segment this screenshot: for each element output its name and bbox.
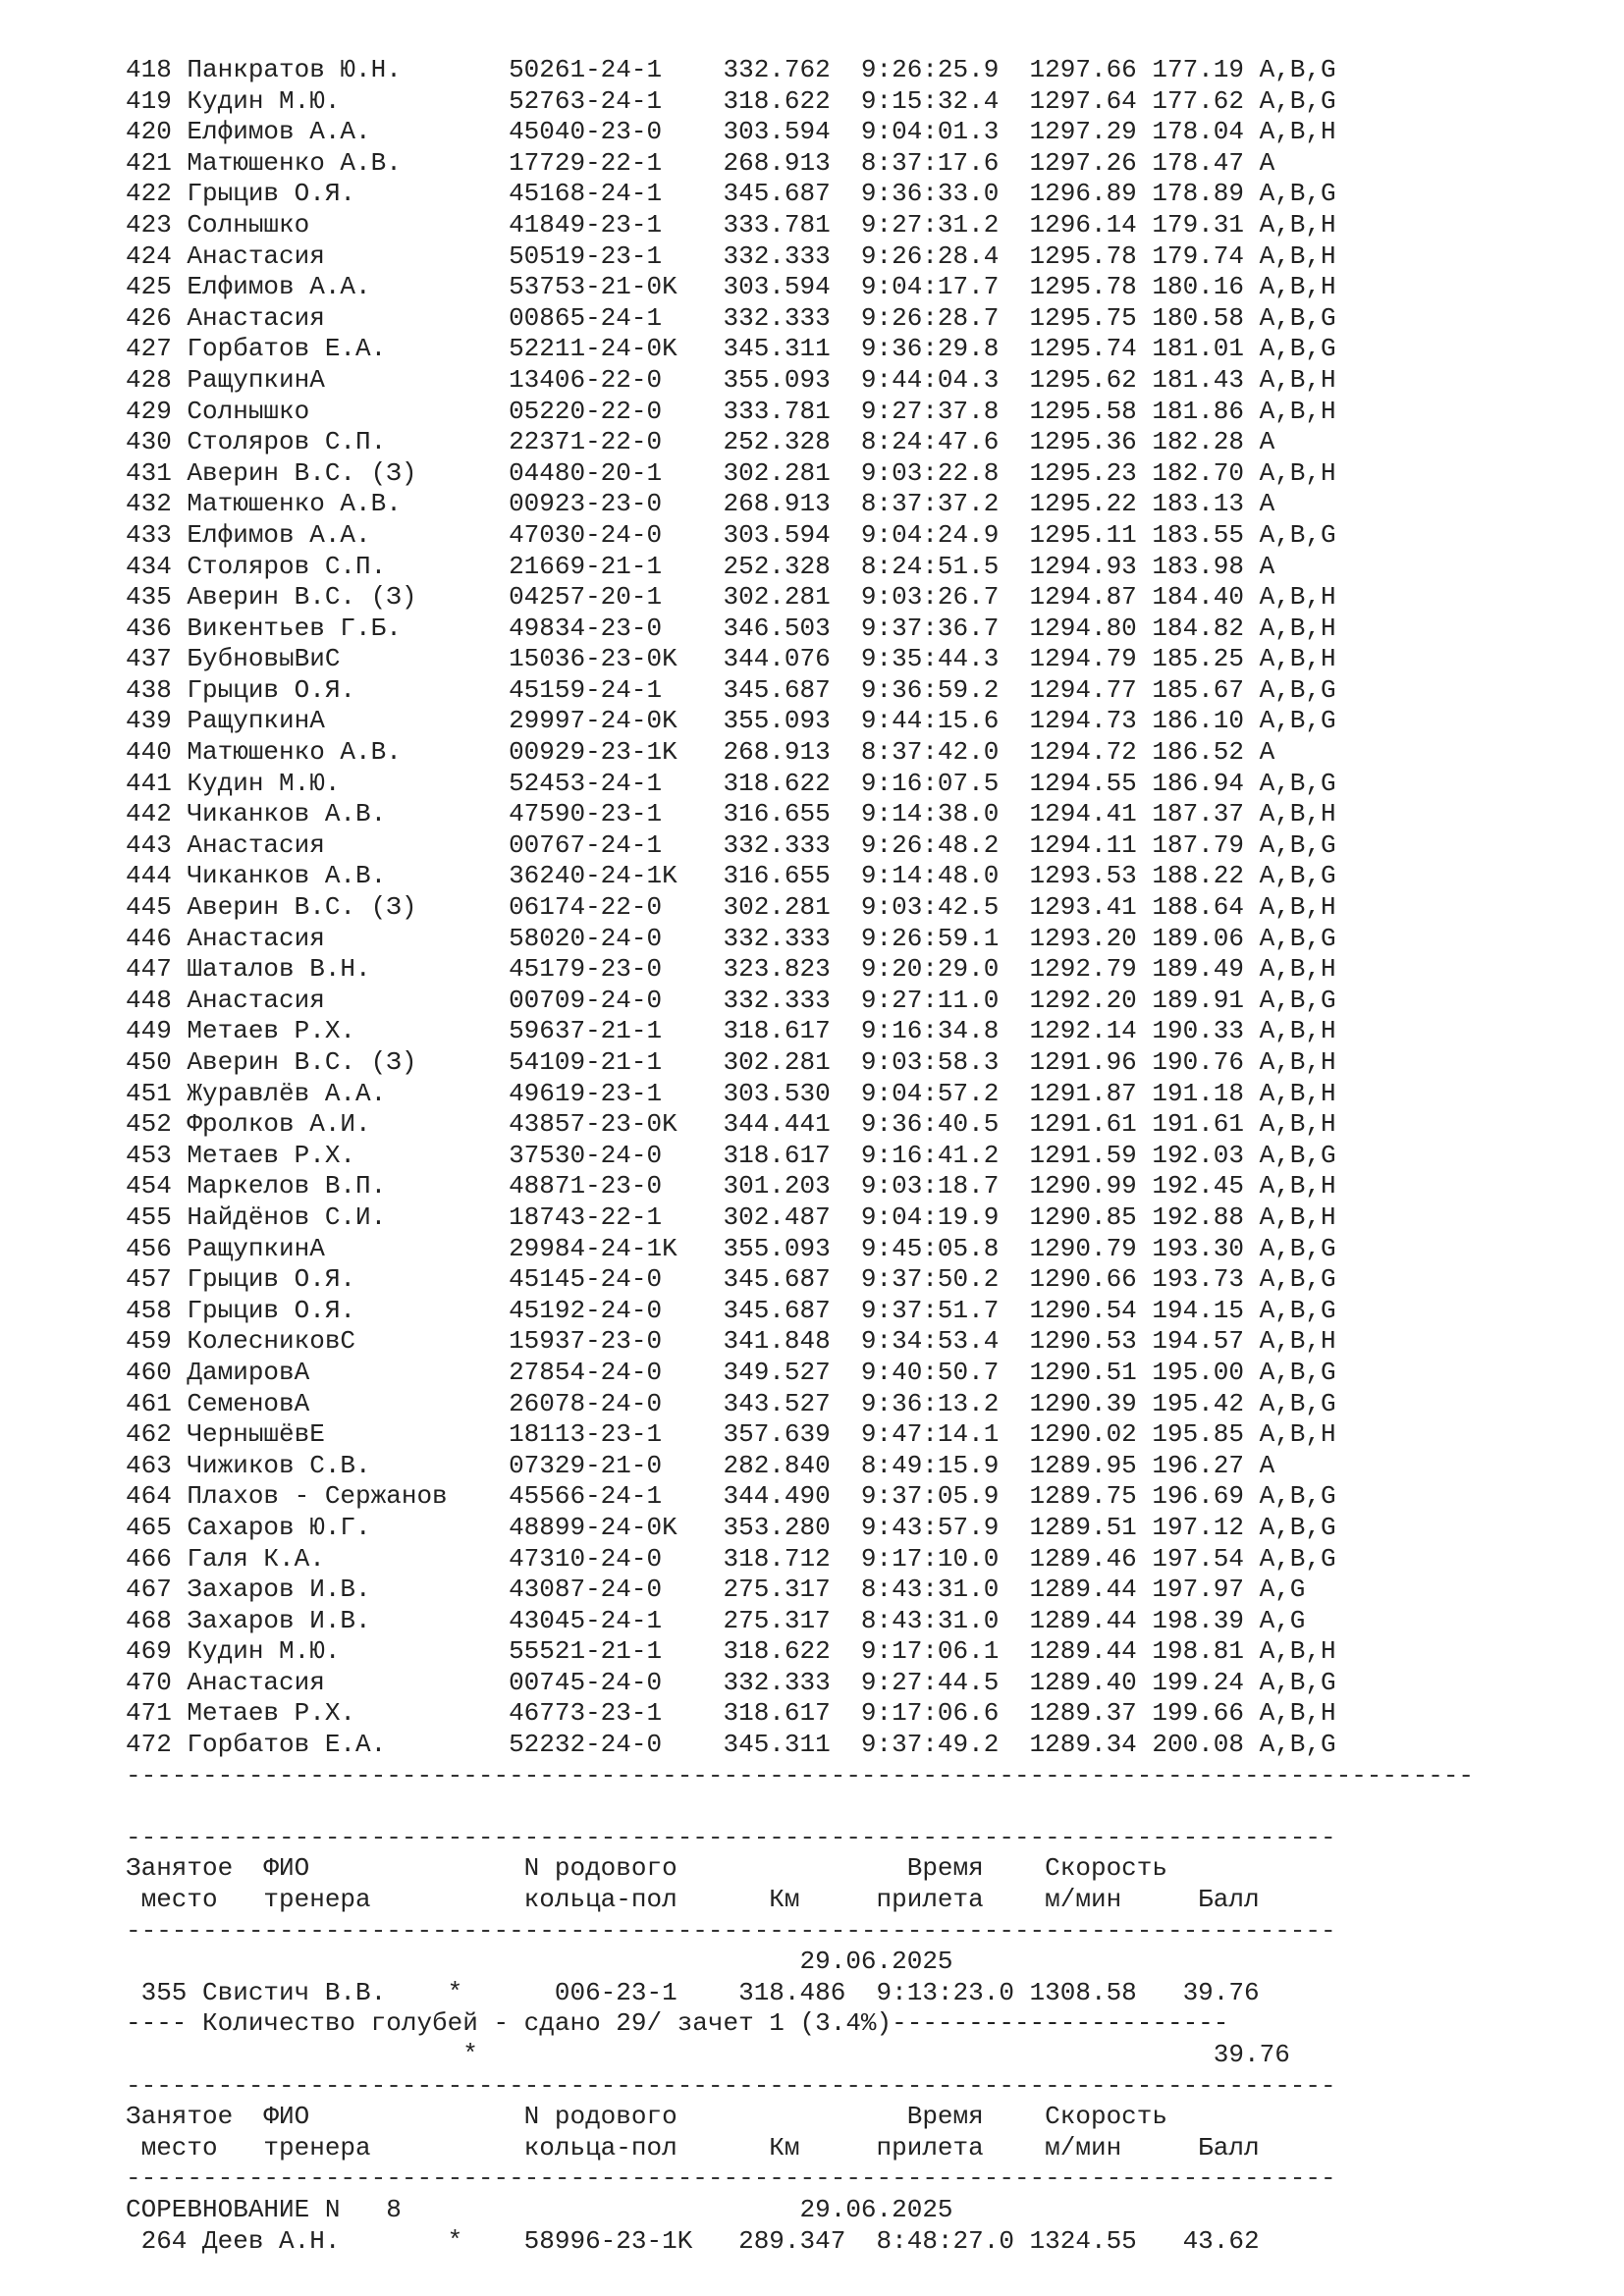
result-row: 448 Анастасия 00709-24-0 332.333 9:27:11.0 1292.20 189.91 A,B,G (126, 985, 1336, 1015)
result-row: 458 Грыцив О.Я. 45192-24-0 345.687 9:37:51.7 1290.54 194.15 A,B,G (126, 1295, 1336, 1325)
result-row: 468 Захаров И.В. 43045-24-1 275.317 8:43:31.0 1289.44 198.39 A,G (126, 1605, 1306, 1635)
spacer (126, 1791, 1474, 1823)
result-row: 419 Кудин М.Ю. 52763-24-1 318.622 9:15:32.4 1297.64 177.62 A,B,G (126, 85, 1336, 116)
result-row: 462 ЧернышёвЕ 18113-23-1 357.639 9:47:14.1 1290.02 195.85 A,B,H (126, 1419, 1336, 1450)
result-row: 466 Галя К.А. 47310-24-0 318.712 9:17:10.0 1289.46 197.54 A,B,G (126, 1543, 1336, 1574)
result-row: 435 Аверин В.С. (З) 04257-20-1 302.281 9:03:26.7 1294.87 184.40 A,B,H (126, 582, 1336, 613)
section-date: 29.06.2025 (126, 1947, 953, 1977)
result-row: 454 Маркелов В.П. 48871-23-0 301.203 9:03:18.7 1290.99 192.45 A,B,H (126, 1171, 1336, 1201)
result-row: 424 Анастасия 50519-23-1 332.333 9:26:28.4 1295.78 179.74 A,B,H (126, 240, 1336, 271)
result-row: 439 РащупкинА 29997-24-0K 355.093 9:44:15.6 1294.73 186.10 A,B,G (126, 706, 1336, 736)
result-row: 465 Сахаров Ю.Г. 48899-24-0K 353.280 9:43:57.9 1289.51 197.12 A,B,G (126, 1512, 1336, 1542)
section-1 (126, 1947, 1474, 2070)
result-row: 471 Метаев Р.Х. 46773-23-1 318.617 9:17:06.6 1289.37 199.66 A,B,H (126, 1698, 1336, 1729)
result-row: 426 Анастасия 00865-24-1 332.333 9:26:28.7 1295.75 180.58 A,B,G (126, 302, 1336, 333)
result-row: 441 Кудин М.Ю. 52453-24-1 318.622 9:16:07.5 1294.55 186.94 A,B,G (126, 768, 1336, 798)
result-row: 452 Фролков А.И. 43857-23-0K 344.441 9:36:40.5 1291.61 191.61 A,B,H (126, 1109, 1336, 1140)
result-row: 447 Шаталов В.Н. 45179-23-0 323.823 9:20:29.0 1292.79 189.49 A,B,H (126, 954, 1336, 985)
section-rule: ------------------------------------------------------------------------------- (126, 2163, 1336, 2194)
result-row: 428 РащупкинА 13406-22-0 355.093 9:44:04.3 1295.62 181.43 A,B,H (126, 364, 1336, 395)
result-row: 463 Чижиков С.В. 07329-21-0 282.840 8:49:15.9 1289.95 196.27 A (126, 1450, 1275, 1480)
column-header-line2: место тренера кольца-пол Км прилета м/мин Балл (126, 1885, 1260, 1915)
result-row: 420 Елфимов А.А. 45040-23-0 303.594 9:04:01.3 1297.29 178.04 A,B,H (126, 117, 1336, 147)
result-row: 444 Чиканков А.В. 36240-24-1K 316.655 9:14:48.0 1293.53 188.22 A,B,G (126, 861, 1336, 891)
section-rule: ------------------------------------------------------------------------------- (126, 1915, 1336, 1946)
result-row: 445 Аверин В.С. (З) 06174-22-0 302.281 9:03:42.5 1293.41 188.64 A,B,H (126, 892, 1336, 923)
table-end-rule: ---------------------------------------------------------------------------------------- (126, 1760, 1475, 1790)
result-row: 459 КолесниковС 15937-23-0 341.848 9:34:53.4 1290.53 194.57 A,B,H (126, 1326, 1336, 1357)
result-row: 433 Елфимов А.А. 47030-24-0 303.594 9:04:24.9 1295.11 183.55 A,B,G (126, 519, 1336, 550)
result-row: 464 Плахов - Сержанов 45566-24-1 344.490 9:37:05.9 1289.75 196.69 A,B,G (126, 1481, 1336, 1512)
result-row: 443 Анастасия 00767-24-1 332.333 9:26:48.2 1294.11 187.79 A,B,G (126, 829, 1336, 860)
section-rule: ------------------------------------------------------------------------------- (126, 1822, 1336, 1852)
section-2 (126, 2195, 1474, 2257)
column-header-line1: Занятое ФИО N родового Время Скорость (126, 2102, 1167, 2132)
result-row: 460 ДамировА 27854-24-0 349.527 9:40:50.7 1290.51 195.00 A,B,G (126, 1357, 1336, 1387)
result-row: 431 Аверин В.С. (З) 04480-20-1 302.281 9:03:22.8 1295.23 182.70 A,B,H (126, 457, 1336, 488)
result-row: 422 Грыцив О.Я. 45168-24-1 345.687 9:36:33.0 1296.89 178.89 A,B,G (126, 179, 1336, 209)
result-row: 455 Найдёнов С.И. 18743-22-1 302.487 9:04:19.9 1290.85 192.88 A,B,H (126, 1201, 1336, 1232)
result-row: 469 Кудин М.Ю. 55521-21-1 318.622 9:17:06.1 1289.44 198.81 A,B,H (126, 1636, 1336, 1667)
column-header-line2: место тренера кольца-пол Км прилета м/мин Балл (126, 2132, 1260, 2163)
section-entry: 264 Деев А.Н. * 58996-23-1K 289.347 8:48:27.0 1324.55 43.62 (126, 2225, 1260, 2256)
result-row: 449 Метаев Р.Х. 59637-21-1 318.617 9:16:34.8 1292.14 190.33 A,B,H (126, 1016, 1336, 1046)
result-row: 436 Викентьев Г.Б. 49834-23-0 346.503 9:37:36.7 1294.80 184.82 A,B,H (126, 613, 1336, 643)
result-row: 432 Матюшенко А.В. 00923-23-0 268.913 8:37:37.2 1295.22 183.13 A (126, 489, 1275, 519)
result-row: 442 Чиканков А.В. 47590-23-1 316.655 9:14:38.0 1294.41 187.37 A,B,H (126, 799, 1336, 829)
result-row: 440 Матюшенко А.В. 00929-23-1K 268.913 8:37:42.0 1294.72 186.52 A (126, 737, 1275, 768)
section-rule: ------------------------------------------------------------------------------- (126, 2070, 1336, 2101)
result-row: 453 Метаев Р.Х. 37530-24-0 318.617 9:16:41.2 1291.59 192.03 A,B,G (126, 1140, 1336, 1170)
column-header (126, 1853, 1474, 1915)
result-row: 427 Горбатов Е.А. 52211-24-0K 345.311 9:36:29.8 1295.74 181.01 A,B,G (126, 334, 1336, 364)
result-row: 430 Столяров С.П. 22371-22-0 252.328 8:24:47.6 1295.36 182.28 A (126, 427, 1275, 457)
result-row: 437 БубновыВиС 15036-23-0K 344.076 9:35:44.3 1294.79 185.25 A,B,H (126, 644, 1336, 674)
competition-heading: СОРЕВНОВАНИЕ N 8 29.06.2025 (126, 2194, 953, 2224)
result-row: 425 Елфимов А.А. 53753-21-0K 303.594 9:04:17.7 1295.78 180.16 A,B,H (126, 272, 1336, 302)
result-row: 421 Матюшенко А.В. 17729-22-1 268.913 8:37:17.6 1297.26 178.47 A (126, 147, 1275, 178)
result-row: 470 Анастасия 00745-24-0 332.333 9:27:44.5 1289.40 199.24 A,B,G (126, 1667, 1336, 1697)
result-row: 457 Грыцив О.Я. 45145-24-0 345.687 9:37:50.2 1290.66 193.73 A,B,G (126, 1264, 1336, 1295)
result-row: 418 Панкратов Ю.Н. 50261-24-1 332.762 9:26:25.9 1297.66 177.19 A,B,G (126, 55, 1336, 84)
result-row: 461 СеменовА 26078-24-0 343.527 9:36:13.2 1290.39 195.42 A,B,G (126, 1388, 1336, 1418)
results-table (126, 55, 1474, 1761)
section-entry: 355 Свистич В.В. * 006-23-1 318.486 9:13:23.0 1308.58 39.76 (126, 1977, 1260, 2007)
column-header-line1: Занятое ФИО N родового Время Скорость (126, 1853, 1167, 1884)
result-row: 438 Грыцив О.Я. 45159-24-1 345.687 9:36:59.2 1294.77 185.67 A,B,G (126, 674, 1336, 705)
result-row: 429 Солнышко 05220-22-0 333.781 9:27:37.8 1295.58 181.86 A,B,H (126, 396, 1336, 426)
result-row: 456 РащупкинА 29984-24-1K 355.093 9:45:05.8 1290.79 193.30 A,B,G (126, 1233, 1336, 1263)
result-row: 451 Журавлёв А.А. 49619-23-1 303.530 9:04:57.2 1291.87 191.18 A,B,H (126, 1078, 1336, 1108)
result-row: 446 Анастасия 58020-24-0 332.333 9:26:59.1 1293.20 189.06 A,B,G (126, 923, 1336, 953)
result-row: 467 Захаров И.В. 43087-24-0 275.317 8:43:31.0 1289.44 197.97 A,G (126, 1575, 1306, 1605)
result-row: 472 Горбатов Е.А. 52232-24-0 345.311 9:37:49.2 1289.34 200.08 A,B,G (126, 1730, 1336, 1760)
section-total: * 39.76 (126, 2040, 1290, 2069)
results-printout (126, 55, 1474, 2257)
result-row: 434 Столяров С.П. 21669-21-1 252.328 8:24:51.5 1294.93 183.98 A (126, 551, 1275, 581)
result-row: 423 Солнышко 41849-23-1 333.781 9:27:31.2 1296.14 179.31 A,B,H (126, 209, 1336, 240)
column-header (126, 2102, 1474, 2163)
result-row: 450 Аверин В.С. (З) 54109-21-1 302.281 9:03:58.3 1291.96 190.76 A,B,H (126, 1047, 1336, 1077)
section-summary: ---- Количество голубей - сдано 29/ зачет 1 (3.4%)---------------------- (126, 2008, 1229, 2039)
